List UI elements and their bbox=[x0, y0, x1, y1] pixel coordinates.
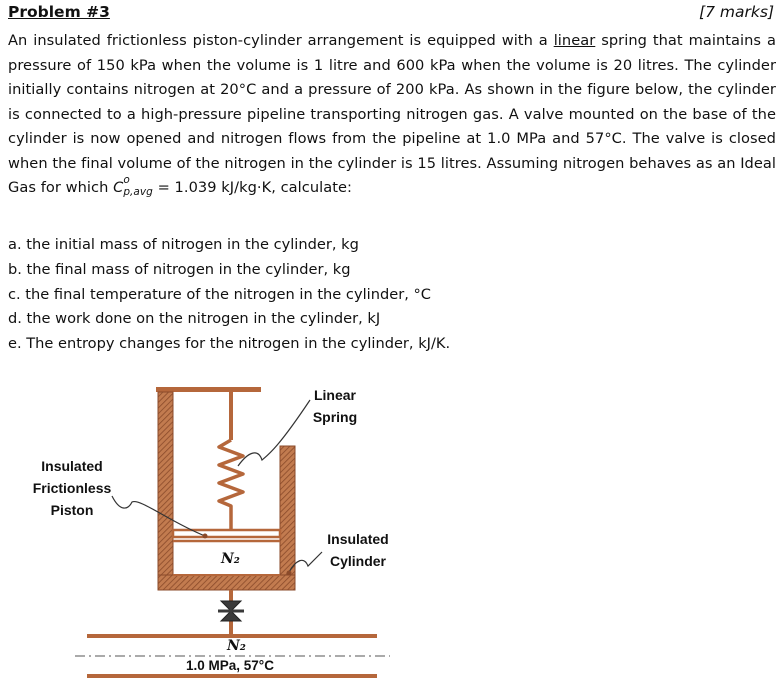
cp-superscript: o bbox=[123, 174, 130, 187]
piston-label-line-1: Insulated bbox=[41, 458, 103, 474]
cylinder-right-wall bbox=[280, 446, 295, 590]
question-list bbox=[8, 233, 776, 357]
cp-symbol bbox=[113, 174, 153, 198]
question-c: c. the final temperature of the nitrogen in the cylinder, °C bbox=[8, 285, 431, 303]
linear-word: linear bbox=[553, 32, 596, 49]
statement-part-3: = 1.039 kJ/kg·K, calculate: bbox=[152, 179, 352, 196]
linear-spring bbox=[219, 440, 243, 530]
question-a: a. the initial mass of nitrogen in the cylinder, kg bbox=[8, 236, 359, 253]
pipeline-state-label: 1.0 MPa, 57°C bbox=[186, 658, 274, 673]
marks-label: [7 marks] bbox=[699, 3, 774, 21]
piston bbox=[173, 530, 280, 537]
cylinder-label bbox=[316, 528, 400, 572]
cylinder-base bbox=[158, 575, 295, 590]
cylinder-label-line-1: Insulated bbox=[327, 531, 389, 547]
piston-leader-dot bbox=[203, 534, 208, 539]
cylinder-leader-dot bbox=[287, 571, 292, 576]
problem-header bbox=[8, 3, 774, 27]
pipeline-gas-label: N₂ bbox=[227, 638, 246, 654]
statement-part-1: An insulated frictionless piston-cylinder arrangement is equipped with a bbox=[8, 32, 554, 49]
problem-statement bbox=[8, 29, 776, 201]
top-support-bar bbox=[156, 387, 261, 392]
cylinder-left-wall bbox=[158, 392, 173, 590]
piston-label bbox=[20, 455, 124, 521]
cylinder-label-line-2: Cylinder bbox=[329, 553, 386, 569]
problem-title: Problem #3 bbox=[8, 3, 110, 21]
spring-label bbox=[300, 384, 370, 428]
question-b: b. the final mass of nitrogen in the cylinder, kg bbox=[8, 260, 351, 278]
cp-subscript: p,avg bbox=[123, 185, 153, 198]
piston-label-line-3: Piston bbox=[50, 502, 94, 518]
spring-label-line-1: Linear bbox=[313, 387, 356, 403]
cylinder-gas-label: N₂ bbox=[221, 551, 240, 567]
cp-letter: C bbox=[113, 179, 124, 196]
piston-cylinder-figure bbox=[0, 360, 783, 685]
piston-label-line-2: Frictionless bbox=[32, 480, 112, 496]
statement-part-2: spring that maintains a pressure of 150 kPa when the volume is 1 litre and 600 kPa when the volume is 20 litres. The cylinder initially contains nitrogen at 20°C and a pressure of 200 kPa. As shown in the figure below, the cylinder is connected to a high-pressure pipeline transporting nitrogen gas. A valve mounted on the base of the cylinder is now opened and nitrogen flows from the pipeline at 1.0 MPa and 57°C. The valve is closed when the final volume of the nitrogen in the cylinder is 15 litres. Assuming nitrogen behaves as an Ideal Gas for which bbox=[8, 32, 776, 196]
piston-cylinder-diagram bbox=[0, 360, 783, 685]
spring-label-line-2: Spring bbox=[312, 409, 358, 425]
question-d: d. the work done on the nitrogen in the cylinder, kJ bbox=[8, 310, 381, 328]
question-e: e. The entropy changes for the nitrogen in the cylinder, kJ/K. bbox=[8, 335, 451, 353]
